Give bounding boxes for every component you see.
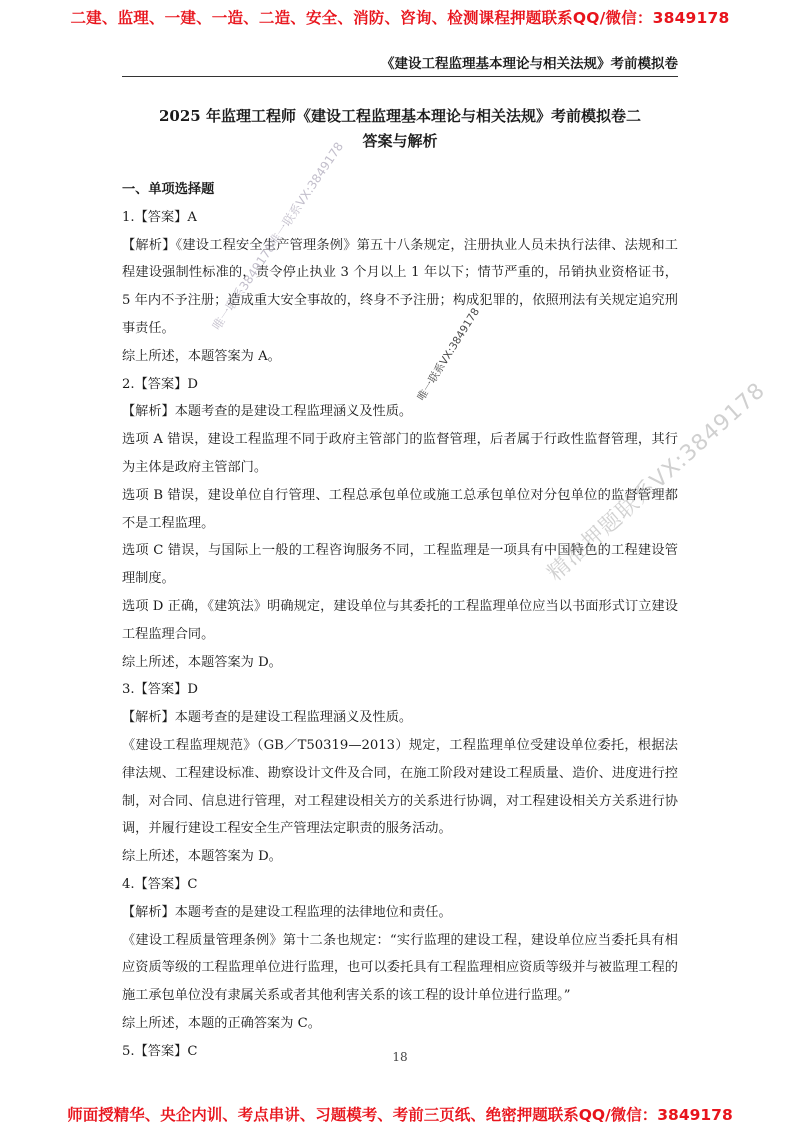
answer-paragraph: 5.【答案】C: [122, 1043, 198, 1059]
header-rule: [122, 76, 678, 77]
watermark-text: 精准押题联系VX:3849178: [542, 377, 771, 587]
answer-paragraph: 综上所述，本题的正确答案为 C。: [122, 1015, 321, 1031]
answer-paragraph: 4.【答案】C: [122, 876, 198, 892]
answer-paragraph: 《建设工程监理规范》（GB／T50319—2013）规定，工程监理单位受建设单位委托，根据法律法规、工程建设标准、勘察设计文件及合同，在施工阶段对建设工程质量、造价、进度进行控制，对合同、信息进行管理，对工程建设相关方的关系进行协调，对工程建设相关方关系进行协调，并履行建设工程安全生产管理法定职责的服务活动。: [122, 737, 678, 837]
top-advertisement-banner: 二建、监理、一建、一造、二造、安全、消防、咨询、检测课程押题联系QQ/微信：3849178: [70, 9, 730, 27]
watermark-text: 唯一联系3849178唯一联系VX:3849178: [209, 139, 347, 333]
answer-paragraph: 【解析】本题考查的是建设工程监理涵义及性质。: [122, 404, 413, 420]
title-line-2: 答案与解析: [362, 132, 438, 150]
answer-paragraph: 《建设工程质量管理条例》第十二条也规定：“实行监理的建设工程，建设单位应当委托具有相应资质等级的工程监理单位进行监理，也可以委托具有工程监理相应资质等级并与被监理工程的施工承包单位没有隶属关系或者其他利害关系的该工程的设计单位进行监理。”: [122, 932, 678, 1004]
title-line-1: 2025 年监理工程师《建设工程监理基本理论与相关法规》考前模拟卷二: [159, 107, 641, 125]
answer-paragraph: 选项 A 错误，建设工程监理不同于政府主管部门的监督管理，后者属于行政性监督管理，其行为主体是政府主管部门。: [122, 432, 678, 475]
answer-paragraph: 综上所述，本题答案为 A。: [122, 348, 281, 364]
answer-paragraph: 2.【答案】D: [122, 376, 198, 392]
answer-paragraph: 综上所述，本题答案为 D。: [122, 849, 282, 865]
answer-paragraph: 选项 B 错误，建设单位自行管理、工程总承包单位或施工总承包单位对分包单位的监督管理都不是工程监理。: [122, 487, 678, 531]
page-number: 18: [392, 1050, 408, 1064]
section-heading: 一、单项选择题: [122, 182, 215, 197]
bottom-advertisement-banner: 师面授精华、央企内训、考点串讲、习题模考、考前三页纸、绝密押题联系QQ/微信：3849178: [67, 1106, 733, 1124]
answer-paragraph: 【解析】本题考查的是建设工程监理涵义及性质。: [122, 710, 413, 726]
answer-paragraph: 【解析】《建设工程安全生产管理条例》第五十八条规定，注册执业人员未执行法律、法规和工程建设强制性标准的，责令停止执业 3 个月以上 1 年以下；情节严重的，吊销执业资格证书，5 年内不予注册；造成重大安全事故的，终身不予注册；构成犯罪的，依照刑法有关规定追究刑事责任。: [122, 237, 678, 336]
answer-paragraph: 选项 C 错误，与国际上一般的工程咨询服务不同，工程监理是一项具有中国特色的工程建设管理制度。: [122, 543, 678, 587]
answer-paragraph: 【解析】本题考查的是建设工程监理的法律地位和责任。: [122, 904, 452, 920]
answer-content: [122, 176, 678, 1066]
answer-paragraph: 选项 D 正确，《建筑法》明确规定，建设单位与其委托的工程监理单位应当以书面形式订立建设工程监理合同。: [122, 598, 678, 642]
document-title: [100, 104, 700, 154]
answer-paragraph: 1.【答案】A: [122, 209, 197, 225]
running-header: 《建设工程监理基本理论与相关法规》考前模拟卷: [381, 56, 678, 72]
answer-paragraph: 综上所述，本题答案为 D。: [122, 654, 282, 670]
answer-paragraph: 3.【答案】D: [122, 682, 198, 698]
watermark-text: 唯一联系VX:3849178: [415, 306, 483, 403]
